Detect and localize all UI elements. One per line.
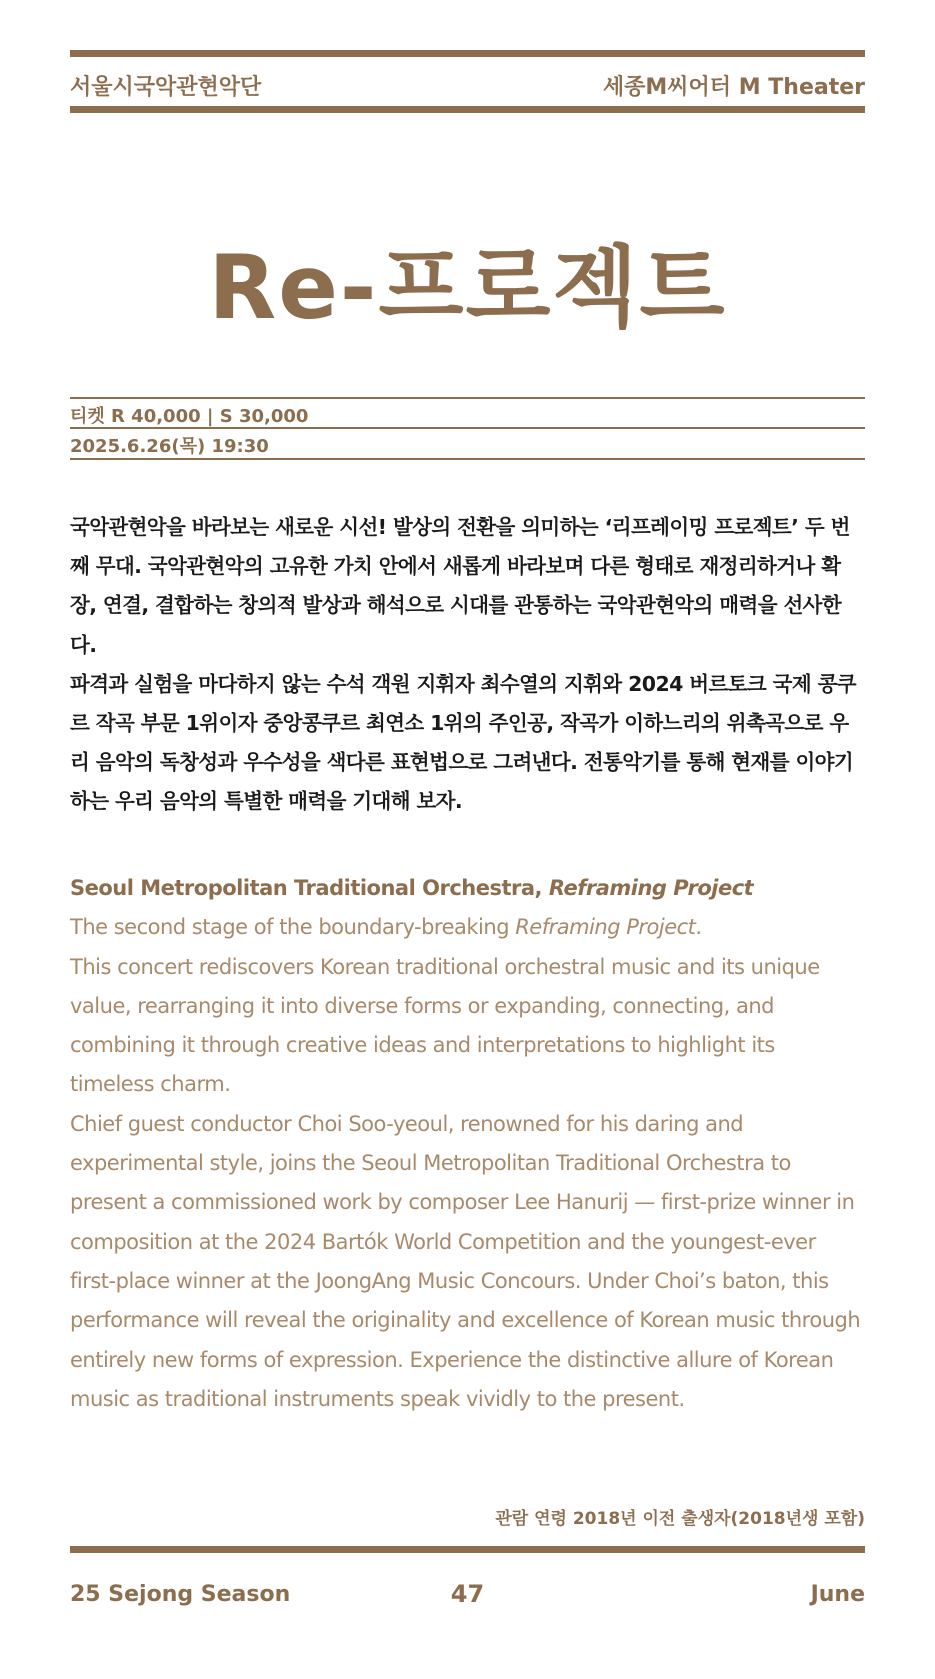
english-intro-line xyxy=(70,908,865,947)
season-label: 25 Sejong Season xyxy=(70,1582,291,1607)
month-label: June xyxy=(810,1582,865,1607)
english-paragraph-2: Chief guest conductor Choi Soo-yeoul, renowned for his daring and experimental style, joins the Seoul Metropolitan Traditional Orchestra to present a commissioned work by composer Lee Hanurij — first-prize winner in composition at the 2024 Bartók World Competition and the youngest-ever first-place winner at the JoongAng Music Concours. Under Choi’s baton, this performance will reveal the originality and excellence of Korean music through entirely new forms of expression. Experience the distinctive allure of Korean music as traditional instruments speak vividly to the present. xyxy=(70,1111,861,1411)
english-intro-after: . xyxy=(695,915,702,940)
page-title: Re-프로젝트 xyxy=(208,236,727,339)
header-top-rule xyxy=(70,50,865,57)
info-middle-rule xyxy=(70,427,865,429)
english-intro-before: The second stage of the boundary-breaking xyxy=(70,915,516,940)
english-intro-italic: Reframing Project xyxy=(515,915,696,940)
korean-description xyxy=(70,508,865,822)
performance-datetime: 2025.6.26(목) 19:30 xyxy=(70,436,269,457)
page-number: 47 xyxy=(450,1580,485,1608)
english-description xyxy=(70,869,865,1419)
program-page xyxy=(70,0,865,1679)
info-bottom-rule xyxy=(70,458,865,460)
footer-rule xyxy=(70,1546,865,1553)
english-paragraph-1: This concert rediscovers Korean traditional orchestral music and its unique value, rearranging it into diverse forms or expanding, connecting, and combining it through creative ideas and interpretations to highlight its timeless charm. xyxy=(70,954,820,1097)
english-heading-italic: Reframing Project xyxy=(548,876,754,900)
ticket-price: 티켓 R 40,000 | S 30,000 xyxy=(70,406,309,427)
header-bottom-rule xyxy=(70,106,865,113)
english-heading-main: Seoul Metropolitan Traditional Orchestra, xyxy=(70,876,549,900)
korean-paragraph-1: 국악관현악을 바라보는 새로운 시선! 발상의 전환을 의미하는 ‘리프레이밍 프로젝트’ 두 번째 무대. 국악관현악의 고유한 가치 안에서 새롭게 바라보며 다른 형태로 재정리하거나 확장, 연결, 결합하는 창의적 발상과 해석으로 시대를 관통하는 국악관현악의 매력을 선사한다. xyxy=(70,515,850,657)
organization-name: 서울시국악관현악단 xyxy=(70,75,262,100)
age-restriction-note: 관람 연령 2018년 이전 출생자(2018년생 포함) xyxy=(495,1509,865,1529)
korean-paragraph-2: 파격과 실험을 마다하지 않는 수석 객원 지휘자 최수열의 지휘와 2024 버르토크 국제 콩쿠르 작곡 부문 1위이자 중앙콩쿠르 최연소 1위의 주인공, 작곡가 이하느리의 위촉곡으로 우리 음악의 독창성과 우수성을 색다른 표현법으로 그려낸다. 전통악기를 통해 현재를 이야기하는 우리 음악의 특별한 매력을 기대해 보자. xyxy=(70,671,856,814)
venue-name: 세종M씨어터 M Theater xyxy=(602,75,865,100)
info-top-rule xyxy=(70,397,865,399)
english-heading xyxy=(70,869,865,908)
